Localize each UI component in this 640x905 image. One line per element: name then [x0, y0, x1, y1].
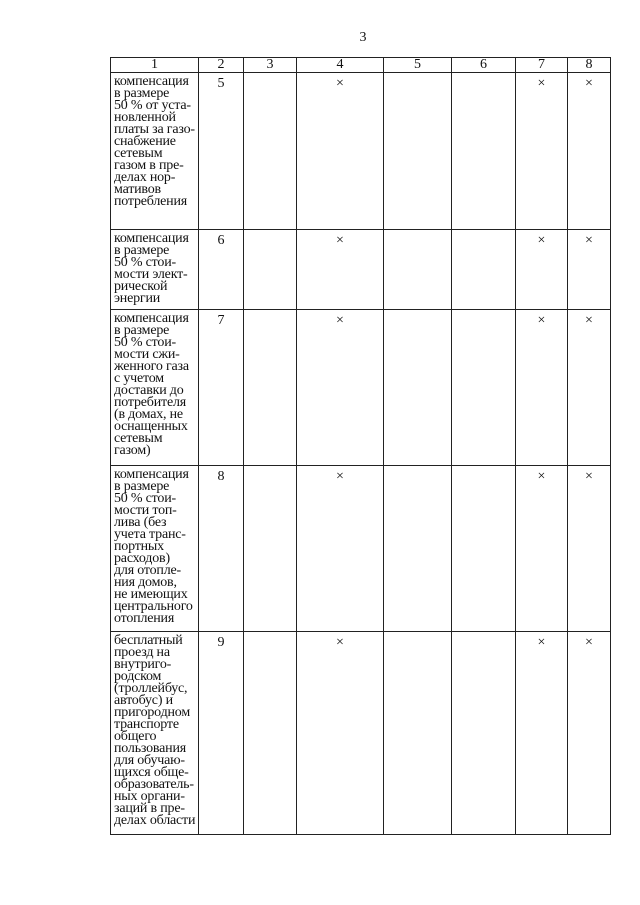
table-cell	[452, 73, 516, 230]
table-cell	[452, 632, 516, 835]
cross-mark: ×	[297, 73, 384, 230]
table-cell	[384, 73, 452, 230]
cross-mark: ×	[516, 632, 568, 835]
cross-mark: ×	[516, 466, 568, 632]
table-row	[111, 73, 611, 230]
cross-mark: ×	[568, 73, 611, 230]
cross-mark: ×	[568, 230, 611, 310]
table-cell	[244, 632, 297, 835]
table-cell	[244, 230, 297, 310]
table-cell	[384, 466, 452, 632]
table-cell	[384, 310, 452, 466]
column-header: 1	[111, 58, 199, 73]
table-cell	[244, 310, 297, 466]
cross-mark: ×	[516, 230, 568, 310]
table-header-row	[111, 58, 611, 73]
row-number: 7	[199, 310, 244, 466]
cross-mark: ×	[568, 310, 611, 466]
table-cell	[384, 632, 452, 835]
column-header: 4	[297, 58, 384, 73]
table-row	[111, 310, 611, 466]
column-header: 8	[568, 58, 611, 73]
row-number: 6	[199, 230, 244, 310]
row-description: компенсация в размере 50 % стои- мости сжи- женного газа с учетом доставки до потребителя (в домах, не оснащенных сетевым газом)	[111, 310, 199, 466]
cross-mark: ×	[297, 310, 384, 466]
page-number: 3	[359, 30, 367, 45]
row-description: бесплатный проезд на внутриго- родском (троллейбус, автобус) и пригородном транспорте общего пользования для обучаю- щихся обще- образователь- ных органи- заций в пре- делах области	[111, 632, 199, 835]
cross-mark: ×	[516, 73, 568, 230]
table-cell	[384, 230, 452, 310]
table-row	[111, 230, 611, 310]
cross-mark: ×	[516, 310, 568, 466]
table-row	[111, 632, 611, 835]
row-number: 9	[199, 632, 244, 835]
cross-mark: ×	[297, 230, 384, 310]
column-header: 5	[384, 58, 452, 73]
table-cell	[452, 230, 516, 310]
column-header: 7	[516, 58, 568, 73]
cross-mark: ×	[297, 632, 384, 835]
column-header: 3	[244, 58, 297, 73]
table-cell	[452, 310, 516, 466]
table-cell	[244, 73, 297, 230]
column-header: 6	[452, 58, 516, 73]
row-description: компенсация в размере 50 % стои- мости элект- рической энергии	[111, 230, 199, 310]
column-header: 2	[199, 58, 244, 73]
row-number: 5	[199, 73, 244, 230]
row-description: компенсация в размере 50 % стои- мости топ- лива (без учета транс- портных расходов) для отопле- ния домов, не имеющих центрального отопления	[111, 466, 199, 632]
row-description: компенсация в размере 50 % от уста- новленной платы за газо- снабжение сетевым газом в пре- делах нор- мативов потребления	[111, 73, 199, 230]
cross-mark: ×	[297, 466, 384, 632]
table-row	[111, 466, 611, 632]
table-cell	[452, 466, 516, 632]
cross-mark: ×	[568, 466, 611, 632]
benefits-table	[110, 57, 611, 835]
cross-mark: ×	[568, 632, 611, 835]
row-number: 8	[199, 466, 244, 632]
table-cell	[244, 466, 297, 632]
